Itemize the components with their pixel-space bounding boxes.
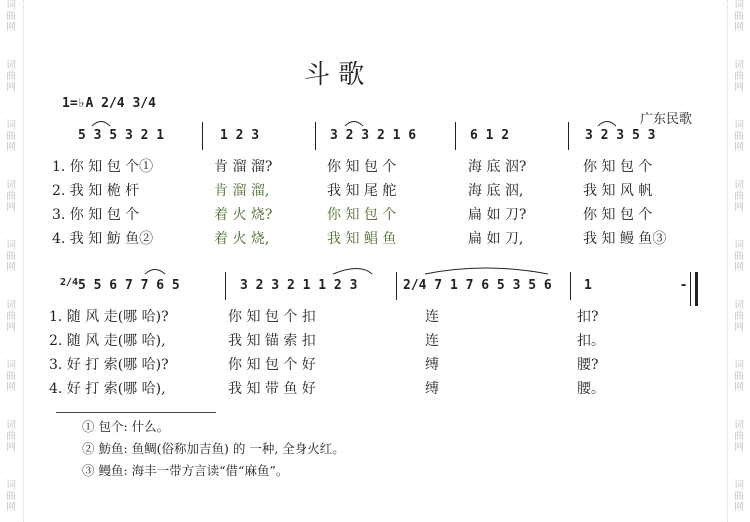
footnote-1: ① 包个: 什么。 (82, 419, 170, 434)
l1-verse-4-segment-2: 着 火 烧, (214, 231, 270, 247)
line2-time-signature: 2/4 (60, 277, 79, 288)
slur-arc (425, 268, 548, 274)
l1-verse-1-segment-4: 海 底 泅? (468, 159, 527, 175)
l2-verse-2-segment-1: 2. 随 风 走(哪 哈), (49, 333, 166, 349)
footnote-3: ③ 鳗鱼: 海丰一带方言读“借“麻鱼”。 (82, 463, 289, 478)
l2-verse-1-segment-3: 连 (425, 309, 439, 325)
l2-verse-1-segment-4: 扣? (577, 309, 599, 325)
watermark-text: 词 曲 网 (734, 120, 744, 153)
l2-verse-3-segment-1: 3. 好 打 索(哪 哈)? (49, 357, 169, 373)
watermark-text: 词 曲 网 (6, 60, 16, 93)
l1-verse-3-segment-5: 你 知 包 个 (583, 207, 653, 223)
l2-verse-3-segment-3: 缚 (425, 357, 439, 373)
l1-verse-2-segment-1: 2. 我 知 桅 杆 (52, 183, 140, 199)
watermark-text: 词 曲 网 (6, 120, 16, 153)
l1-verse-4-segment-5: 我 知 鳗 鱼③ (583, 231, 667, 247)
watermark-text: 词 曲 网 (6, 0, 16, 33)
watermark-text: 词 曲 网 (6, 300, 16, 333)
bar-line (225, 272, 226, 300)
l2-verse-4-segment-1: 4. 好 打 索(哪 哈), (49, 381, 166, 397)
l1-verse-4-segment-1: 4. 我 知 魴 鱼② (52, 231, 154, 247)
l1-verse-3-segment-1: 3. 你 知 包 个 (52, 207, 140, 223)
l1-verse-3-segment-4: 扁 如 刀? (468, 207, 527, 223)
slur-arc (598, 122, 616, 127)
l2-verse-1-segment-2: 你 知 包 个 扣 (228, 309, 316, 325)
slur-arc (145, 270, 165, 275)
watermark-text: 词 曲 网 (6, 240, 16, 273)
line2-measure-2-notes: 3 2 3 2 1 1 2 3 (240, 278, 358, 293)
l1-verse-1-segment-3: 你 知 包 个 (327, 159, 397, 175)
l1-verse-3-segment-3: 你 知 包 个 (327, 207, 397, 223)
l1-verse-1-segment-5: 你 知 包 个 (583, 159, 653, 175)
l2-verse-2-segment-3: 连 (425, 333, 439, 349)
watermark-text: 词 曲 网 (6, 180, 16, 213)
slur-arc (333, 269, 372, 275)
l1-verse-2-segment-2: 肯 溜 溜, (214, 183, 270, 199)
watermark-text: 词 曲 网 (734, 300, 744, 333)
line1-measure-2-notes: 1 2 3 (220, 128, 260, 143)
watermark-text: 词 曲 网 (734, 420, 744, 453)
line1-measure-3-notes: 3 2 3 2 1 6 (330, 128, 417, 143)
final-bar-thin (690, 272, 691, 306)
song-title: 斗 歌 (304, 60, 365, 90)
line2-measure-4-notes: 1 - (584, 278, 728, 293)
l1-verse-4-segment-3: 我 知 鲳 鱼 (327, 231, 397, 247)
song-origin: 广东民歌 (640, 112, 693, 127)
l1-verse-2-segment-3: 我 知 尾 舵 (327, 183, 397, 199)
watermark-text: 词 曲 网 (734, 180, 744, 213)
key-signature: 1=♭A 2/4 3/4 (62, 96, 156, 111)
footnote-2: ② 魴鱼: 鱼鲷(俗称加吉鱼) 的 一种, 全身火红。 (82, 441, 345, 456)
final-bar-thick (695, 272, 698, 306)
watermark-text: 词 曲 网 (6, 420, 16, 453)
l2-verse-2-segment-2: 我 知 锚 索 扣 (228, 333, 316, 349)
line1-measure-4-notes: 6 1 2 (470, 128, 510, 143)
line2-measure-3-notes: 2/4 7 1 7 6 5 3 5 6 (403, 278, 552, 293)
l2-verse-4-segment-3: 缚 (425, 381, 439, 397)
watermark-text: 词 曲 网 (6, 480, 16, 513)
l1-verse-2-segment-5: 我 知 风 帆 (583, 183, 653, 199)
watermark-text: 词 曲 网 (734, 240, 744, 273)
line1-measure-5-notes: 3 2 3 5 3 (585, 128, 656, 143)
line1-measure-1-notes: 5 3 5 3 2 1 (78, 128, 165, 143)
l2-verse-1-segment-1: 1. 随 风 走(哪 哈)? (49, 309, 169, 325)
slur-arc (345, 122, 363, 127)
l2-verse-3-segment-2: 你 知 包 个 好 (228, 357, 316, 373)
l1-verse-1-segment-2: 肯 溜 溜? (214, 159, 273, 175)
watermark-text: 词 曲 网 (734, 360, 744, 393)
l1-verse-2-segment-4: 海 底 泅, (468, 183, 524, 199)
l2-verse-4-segment-4: 腰。 (577, 381, 605, 397)
watermark-text: 词 曲 网 (734, 480, 744, 513)
line2-measure-1-notes: 5 5 6 7 7 6 5 (78, 278, 180, 293)
watermark-text: 词 曲 网 (6, 360, 16, 393)
watermark-text: 词 曲 网 (734, 60, 744, 93)
slur-arc (92, 122, 110, 127)
l1-verse-1-segment-1: 1. 你 知 包 个① (52, 159, 154, 175)
l1-verse-4-segment-4: 扁 如 刀, (468, 231, 524, 247)
bar-line (396, 272, 397, 300)
watermark-text: 词 曲 网 (734, 0, 744, 33)
bar-line (570, 272, 571, 300)
l1-verse-3-segment-2: 着 火 烧? (214, 207, 273, 223)
footnote-rule (56, 412, 216, 413)
l2-verse-3-segment-4: 腰? (577, 357, 599, 373)
l2-verse-2-segment-4: 扣。 (577, 333, 605, 349)
l2-verse-4-segment-2: 我 知 带 鱼 好 (228, 381, 316, 397)
